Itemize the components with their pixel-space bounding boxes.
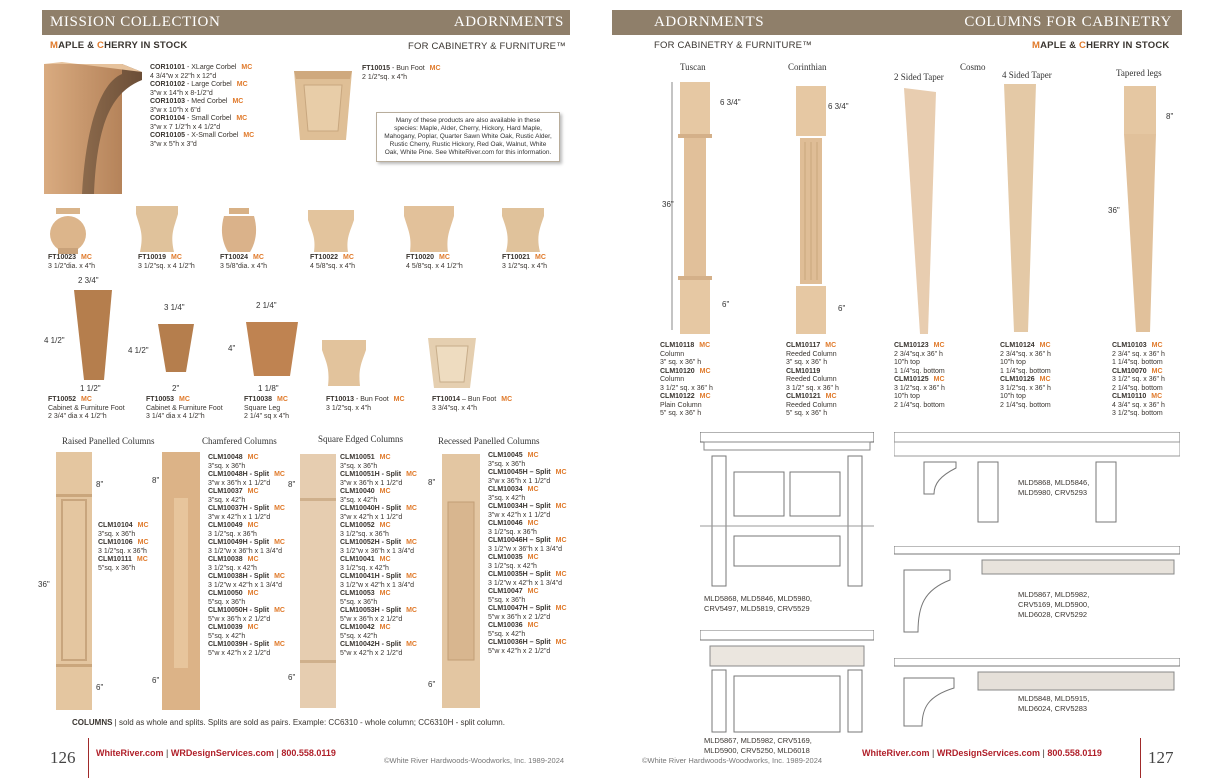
stock-c-letter: C: [97, 40, 105, 51]
species-info-box: Many of these products are also available in these species: Maple, Alder, Cherry, Hickory, Hard Maple, Mahogany, Poplar, Quarter Sawn White Oak, Rustic Alder, Rustic Cherry, Rustic Hickory, Red Oak, Walnut, White Oak, White Pine. See WhiteRiver.com for this information.: [376, 112, 560, 162]
ft10015-label: FT10015 - Bun Foot MC 2 1/2"sq. x 4"h: [362, 65, 441, 81]
leg-title: Corinthian: [788, 62, 827, 72]
section-title: Square Edged Columns: [318, 434, 403, 444]
tuscan-list: [660, 342, 713, 419]
column-item: CLM10042 MC 5"sq. x 42"h: [340, 624, 391, 640]
columns-note: [72, 718, 505, 727]
whiteriver-link[interactable]: WhiteRiver.com: [862, 748, 930, 758]
four-sided-taper-list: [1000, 342, 1051, 410]
column-item: CLM10119 Reeded Column 3 1/2" sq. x 36" h: [786, 367, 839, 392]
leg-item: CLM10123 MC 2 3/4"sq.x 36" h 10"h top 1 1/4"sq. bottom: [894, 342, 945, 375]
right-page: [612, 0, 1224, 783]
dim-label: 6": [152, 676, 160, 685]
stock-herry: HERRY IN STOCK: [104, 40, 188, 51]
cabinet-moulding-drawing-2: [700, 630, 874, 734]
column-item: CLM10047 MC 5"sq. x 36"h: [488, 588, 539, 604]
stock-c-letter: C: [1079, 40, 1087, 51]
dim-label: 8": [152, 476, 160, 485]
foot-label: FT10053 MC Cabinet & Furniture Foot 3 1/4" dia x 4 1/2"h: [146, 396, 223, 420]
square-edged-column-list: [340, 454, 417, 658]
column-item: CLM10048H - Split MC 3"w x 36"h x 1 1/2"d: [208, 471, 285, 487]
square-edged-column-image: [298, 452, 338, 710]
column-item: CLM10046H – Split MC 3 1/2"w x 36"h x 1 3/4"d: [488, 537, 567, 553]
column-item: CLM10049 MC 3 1/2"sq. x 36"h: [208, 522, 259, 538]
dim-label: 6": [428, 680, 436, 689]
footer-sep: |: [932, 748, 935, 758]
foot-label: FT10020 MC 4 5/8"sq. x 4 1/2"h: [406, 254, 463, 270]
column-item: CLM10106 MC 3 1/2"sq. x 36"h: [98, 539, 149, 555]
stock-aple: APLE &: [58, 40, 98, 51]
column-item: CLM10122 MC Plain Column 5" sq. x 36" h: [660, 393, 711, 417]
dim-label: 2 3/4": [78, 276, 99, 285]
column-item: CLM10048 MC 3"sq. x 36"h: [208, 454, 259, 470]
moulding-caption: MLD5848, MLD5915, MLD6024, CRV5283: [1018, 694, 1090, 713]
stock-label: [1032, 40, 1169, 51]
foot-ft10024-image: [220, 206, 258, 254]
foot-label: FT10013 - Bun Foot MC 3 1/2"sq. x 4"h: [326, 396, 405, 412]
leg-item: CLM10125 MC 3 1/2"sq. x 36" h 10"h top 2 1/4"sq. bottom: [894, 376, 945, 409]
dim-label: 4 1/2": [128, 346, 149, 355]
corinthian-list: [786, 342, 839, 419]
bun-foot-ft10015-image: [290, 65, 356, 145]
column-item: CLM10047H – Split MC 5"w x 36"h x 2 1/2"d: [488, 605, 567, 621]
dim-label: 36": [662, 200, 674, 209]
moulding-caption: MLD5867, MLD5982, CRV5169, MLD5900, CRV5250, MLD6018: [704, 736, 812, 755]
column-item: CLM10038 MC 3 1/2"sq. x 42"h: [208, 556, 259, 572]
dim-label: 6": [838, 304, 846, 313]
leg-item: CLM10070 MC 3 1/2" sq. x 36" h 2 1/4"sq. bottom: [1112, 367, 1165, 392]
column-item: CLM10041 MC 3 1/2"sq. x 42"h: [340, 556, 391, 572]
column-item: CLM10052 MC 3 1/2"sq. x 36"h: [340, 522, 391, 538]
dim-label: 4": [228, 344, 236, 353]
footer-sep: |: [166, 748, 169, 758]
column-item: CLM10040 MC 3"sq. x 42"h: [340, 488, 391, 504]
stock-herry: HERRY IN STOCK: [1086, 40, 1170, 51]
foot-ft10053-image: [156, 322, 196, 374]
phone-link[interactable]: 800.558.0119: [1047, 748, 1102, 758]
column-item: CLM10041H - Split MC 3 1/2"w x 42"h x 1 3/4"d: [340, 573, 417, 589]
dim-label: 6": [288, 673, 296, 682]
corbel-item: COR10103 - Med Corbel MC 3"w x 10"h x 6"d: [150, 98, 244, 114]
column-item: CLM10037 MC 3"sq. x 42"h: [208, 488, 259, 504]
chamfered-column-list: [208, 454, 285, 658]
page-number: 127: [1148, 748, 1174, 767]
dim-label: 8": [96, 480, 104, 489]
foot-label: FT10052 MC Cabinet & Furniture Foot 2 3/4" dia x 4 1/2"h: [48, 396, 125, 420]
copyright: ©White River Hardwoods-Woodworks, Inc. 1989-2024: [642, 756, 823, 765]
column-item: CLM10050 MC 5"sq. x 36"h: [208, 590, 259, 606]
phone-link[interactable]: 800.558.0119: [281, 748, 336, 758]
footer-sep: |: [276, 748, 279, 758]
two-sided-taper-list: [894, 342, 945, 410]
column-item: CLM10046 MC 3 1/2"sq. x 36"h: [488, 520, 539, 536]
for-cabinetry-label: FOR CABINETRY & FURNITURE™: [408, 41, 566, 52]
column-item: CLM10050H - Split MC 5"w x 36"h x 2 1/2"d: [208, 607, 285, 623]
column-item: CLM10037H - Split MC 3"w x 42"h x 1 1/2"d: [208, 505, 285, 521]
column-item: CLM10051H - Split MC 3"w x 36"h x 1 1/2"d: [340, 471, 417, 487]
page-number: 126: [50, 748, 76, 767]
dim-label: 1 1/2": [80, 384, 101, 393]
columns-note-head: COLUMNS: [72, 718, 113, 727]
leg-title: Tapered legs: [1116, 68, 1162, 78]
column-item: CLM10052H - Split MC 3 1/2"w x 36"h x 1 3/4"d: [340, 539, 417, 555]
banner-section-title: ADORNMENTS: [453, 14, 564, 30]
four-sided-taper-leg-image: [1000, 82, 1040, 336]
column-item: CLM10036 MC 5"sq. x 42"h: [488, 622, 539, 638]
column-item: CLM10034H – Split MC 3"w x 42"h x 1 1/2"d: [488, 503, 567, 519]
column-item: CLM10051 MC 3"sq. x 36"h: [340, 454, 391, 470]
dim-label: 4 1/2": [44, 336, 65, 345]
foot-label: FT10014 – Bun Foot MC 3 3/4"sq. x 4"h: [432, 396, 513, 412]
tuscan-column-image: [678, 80, 712, 336]
for-cabinetry-label: FOR CABINETRY & FURNITURE™: [654, 40, 812, 51]
corbel-item: COR10105 - X-Small Corbel MC 3"w x 5"h x 3"d: [150, 132, 255, 148]
columns-note-text: | sold as whole and splits. Splits are sold as pairs. Example: CC6310 - whole column; CC6310H - split column.: [112, 718, 505, 727]
column-item: CLM10053H - Split MC 5"w x 36"h x 2 1/2"d: [340, 607, 417, 623]
leg-title: Tuscan: [680, 62, 706, 72]
foot-label: FT10021 MC 3 1/2"sq. x 4"h: [502, 254, 548, 270]
foot-ft10052-image: [72, 288, 114, 382]
dim-label: 8": [428, 478, 436, 487]
foot-ft10021-image: [500, 206, 546, 254]
dim-label: 2 1/4": [256, 301, 277, 310]
dim-label: 36": [38, 580, 50, 589]
foot-ft10020-image: [402, 204, 456, 254]
dim-label: 6 3/4": [720, 98, 741, 107]
column-item: CLM10034 MC 3"sq. x 42"h: [488, 486, 539, 502]
footer-links: [96, 748, 336, 758]
moulding-caption: MLD5867, MLD5982, CRV5169, MLD5900, MLD6028, CRV5292: [1018, 590, 1090, 619]
column-item: CLM10111 MC 5"sq. x 36"h: [98, 556, 148, 572]
corinthian-column-image: [794, 84, 828, 336]
column-item: CLM10045H – Split MC 3"w x 36"h x 1 1/2"d: [488, 469, 567, 485]
column-item: CLM10038H - Split MC 3 1/2"w x 42"h x 1 3/4"d: [208, 573, 285, 589]
column-item: CLM10040H - Split MC 3"w x 42"h x 1 1/2"d: [340, 505, 417, 521]
section-title: Chamfered Columns: [202, 436, 277, 446]
corbel-list: [150, 64, 254, 149]
dim-label: 36": [1108, 206, 1120, 215]
foot-ft10023-image: [48, 206, 88, 254]
dim-label: 8": [288, 480, 296, 489]
leg-item: CLM10103 MC 2 3/4" sq. x 36" h 1 1/4"sq. bottom: [1112, 342, 1165, 366]
column-item: CLM10036H – Split MC 5"w x 42"h x 2 1/2"d: [488, 639, 567, 655]
banner-collection-title: MISSION COLLECTION: [50, 14, 221, 30]
dim-label: 6": [96, 683, 104, 692]
stock-m-letter: M: [50, 40, 59, 51]
foot-label: FT10019 MC 3 1/2"sq. x 4 1/2"h: [138, 254, 195, 270]
corbel-image: [42, 62, 144, 198]
moulding-caption: MLD5868, MLD5846, MLD5980, CRV5497, MLD5819, CRV5529: [704, 594, 812, 613]
raised-column-list: [98, 522, 149, 573]
column-item: CLM10104 MC 3"sq. x 36"h: [98, 522, 149, 538]
ornate-moulding-drawing: [894, 658, 1180, 728]
footer-divider: [1140, 738, 1141, 778]
column-item: CLM10053 MC 5"sq. x 36"h: [340, 590, 391, 606]
tapered-leg-image: [1120, 84, 1160, 334]
leg-item: CLM10110 MC 4 3/4" sq. x 36" h 3 1/2"sq. bottom: [1112, 393, 1165, 417]
copyright: ©White River Hardwoods-Woodworks, Inc. 1989-2024: [384, 756, 565, 765]
foot-ft10022-image: [306, 208, 356, 254]
moulding-caption: MLD5868, MLD5846, MLD5980, CRV5293: [1018, 478, 1090, 497]
column-item: CLM10121 MC Reeded Column 5" sq. x 36" h: [786, 393, 837, 417]
foot-ft10019-image: [134, 204, 180, 254]
cabinet-moulding-drawing-1: [700, 432, 874, 592]
whiteriver-link[interactable]: WhiteRiver.com: [96, 748, 164, 758]
leg-item: CLM10126 MC 3 1/2"sq. x 36" h 10"h top 2 1/4"sq. bottom: [1000, 376, 1051, 409]
foot-label: FT10023 MC 3 1/2"dia. x 4"h: [48, 254, 96, 270]
dim-label: 8": [1166, 112, 1174, 121]
column-item: CLM10035 MC 3 1/2"sq. x 42"h: [488, 554, 539, 570]
foot-label: FT10022 MC 4 5/8"sq. x 4"h: [310, 254, 356, 270]
footer-sep: |: [1042, 748, 1045, 758]
column-item: CLM10118 MC Column 3" sq. x 36" h: [660, 342, 711, 366]
wrdesign-link[interactable]: WRDesignServices.com: [170, 748, 274, 758]
section-title: Recessed Panelled Columns: [438, 436, 540, 446]
column-item: CLM10120 MC Column 3 1/2" sq. x 36" h: [660, 367, 713, 392]
foot-ft10014-image: [426, 336, 478, 390]
foot-ft10038-image: [244, 320, 300, 378]
raised-panel-column-image: [54, 450, 94, 712]
banner-left-page: [42, 10, 570, 35]
foot-label: FT10038 MC Square Leg 2 1/4" sq x 4"h: [244, 396, 290, 420]
banner-section-title: ADORNMENTS: [654, 14, 765, 30]
dim-label: 6": [722, 300, 730, 309]
dim-label: 6 3/4": [828, 102, 849, 111]
corbel-item: COR10104 - Small Corbel MC 3"w x 7 1/2"h x 4 1/2"d: [150, 115, 248, 131]
column-item: CLM10049H - Split MC 3 1/2"w x 36"h x 1 3/4"d: [208, 539, 285, 555]
section-title: Raised Panelled Columns: [62, 436, 155, 446]
dim-label: 2": [172, 384, 180, 393]
stock-aple: APLE &: [1040, 40, 1080, 51]
recessed-panel-column-image: [440, 452, 482, 710]
wrdesign-link[interactable]: WRDesignServices.com: [936, 748, 1040, 758]
corbel-item: COR10102 - Large Corbel MC 3"w x 14"h x 8-1/2"d: [150, 81, 248, 97]
footer-links: [862, 748, 1102, 758]
dim-label: 1 1/8": [258, 384, 279, 393]
leg-title: 4 Sided Taper: [1002, 70, 1052, 80]
stock-label: [50, 40, 187, 51]
leg-title: 2 Sided Taper: [894, 72, 944, 82]
corbel-item: COR10101 - XLarge Corbel MC 4 3/4"w x 22"h x 12"d: [150, 64, 253, 80]
dim-label: 3 1/4": [164, 303, 185, 312]
column-item: CLM10042H - Split MC 5"w x 42"h x 2 1/2"d: [340, 641, 417, 657]
footer-divider: [88, 738, 89, 778]
leg-item: CLM10124 MC 2 3/4"sq. x 36" h 10"h top 1 1/4"sq. bottom: [1000, 342, 1051, 375]
column-item: CLM10117 MC Reeded Column 3" sq. x 36" h: [786, 342, 837, 366]
column-item: CLM10039H - Split MC 5"w x 42"h x 2 1/2"d: [208, 641, 285, 657]
chamfered-column-image: [160, 450, 202, 712]
column-item: CLM10035H – Split MC 3 1/2"w x 42"h x 1 3/4"d: [488, 571, 567, 587]
column-item: CLM10045 MC 3"sq. x 36"h: [488, 452, 539, 468]
tapered-legs-list: [1112, 342, 1165, 419]
stock-m-letter: M: [1032, 40, 1041, 51]
banner-right-page: [612, 10, 1182, 35]
foot-label: FT10024 MC 3 5/8"dia. x 4"h: [220, 254, 268, 270]
recessed-column-list: [488, 452, 567, 656]
two-sided-taper-leg-image: [898, 86, 938, 338]
banner-collection-title: COLUMNS FOR CABINETRY: [964, 14, 1172, 30]
leg-title: Cosmo: [960, 62, 986, 72]
foot-ft10013-image: [320, 338, 368, 388]
column-item: CLM10039 MC 5"sq. x 42"h: [208, 624, 259, 640]
